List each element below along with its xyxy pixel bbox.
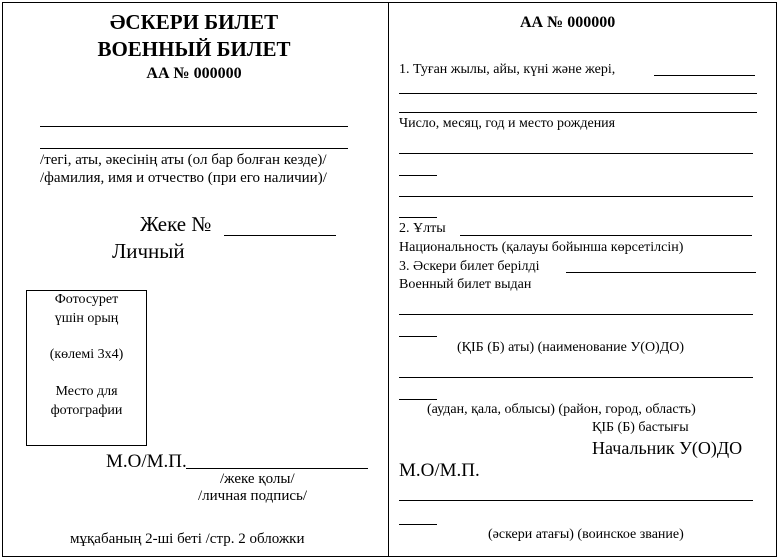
item2-label-kz: 2. Ұлты [399,221,446,236]
page-divider [388,2,389,556]
item3-label-kz: 3. Әскери билет берілді [399,259,540,274]
office-caption: (ҚІБ (Б) аты) (наименование У(О)ДО) [457,340,685,355]
nationality-line [460,235,752,236]
signature-line [186,468,368,469]
birth-line-2 [399,196,753,197]
photo-text-kz-2: үшін орың [54,311,119,326]
region-caption: (аудан, қала, облысы) (район, город, область) [427,402,696,417]
name-caption-kz: /тегі, аты, әкесінің аты (ол бар болған кезде)/ [40,152,327,168]
item3-label-ru: Военный билет выдан [399,277,532,292]
item1-line-3 [399,112,757,113]
region-line-1 [399,377,753,378]
document-frame [2,2,777,557]
personal-number-line [224,235,336,236]
birth-line-short-1 [399,175,437,176]
personal-number-label-ru: Личный [112,239,185,263]
photo-text-kz-1: Фотосурет [54,292,119,307]
photo-text-ru-2: фотографии [50,403,123,418]
left-stamp-label: М.О/М.П. [106,451,187,472]
rank-line-1 [399,500,753,501]
birth-line-short-2 [399,217,437,218]
signature-caption-ru: /личная подпись/ [198,488,308,504]
name-line-2 [40,148,348,149]
item1-label-ru: Число, месяц, год и место рождения [399,116,616,131]
title-kz: ӘСКЕРИ БИЛЕТ [109,10,279,34]
item1-label-kz: 1. Туған жылы, айы, күні және жері, [399,62,616,77]
rank-line-short [399,524,437,525]
right-stamp-label: М.О/М.П. [399,460,480,481]
right-serial-number: АА № 000000 [520,14,616,31]
item1-line-inline [654,75,755,76]
title-ru: ВОЕННЫЙ БИЛЕТ [97,37,291,61]
birth-line-1 [399,153,753,154]
region-line-short [399,399,437,400]
chief-label-ru: Начальник У(О)ДО [592,438,743,458]
left-footer-note: мұқабаның 2-ші беті /стр. 2 обложки [70,531,305,547]
item2-label-ru: Национальность (қалауы бойынша көрсетілсін) [399,240,684,255]
name-caption-ru: /фамилия, имя и отчество (при его наличии)/ [40,170,327,186]
signature-caption-kz: /жеке қолы/ [220,471,295,487]
personal-number-label-kz: Жеке № [140,212,212,236]
photo-placeholder [26,290,147,446]
office-line-1 [399,314,753,315]
chief-label-kz: ҚІБ (Б) бастығы [592,420,689,435]
item1-line-2 [399,93,757,94]
name-line-1 [40,126,348,127]
photo-text-ru-1: Место для [55,384,118,399]
photo-size: (көлемі 3х4) [49,347,124,362]
issued-line [566,272,756,273]
office-line-short [399,336,437,337]
left-serial-number: АА № 000000 [146,65,242,82]
rank-caption: (әскери атағы) (воинское звание) [488,527,684,542]
